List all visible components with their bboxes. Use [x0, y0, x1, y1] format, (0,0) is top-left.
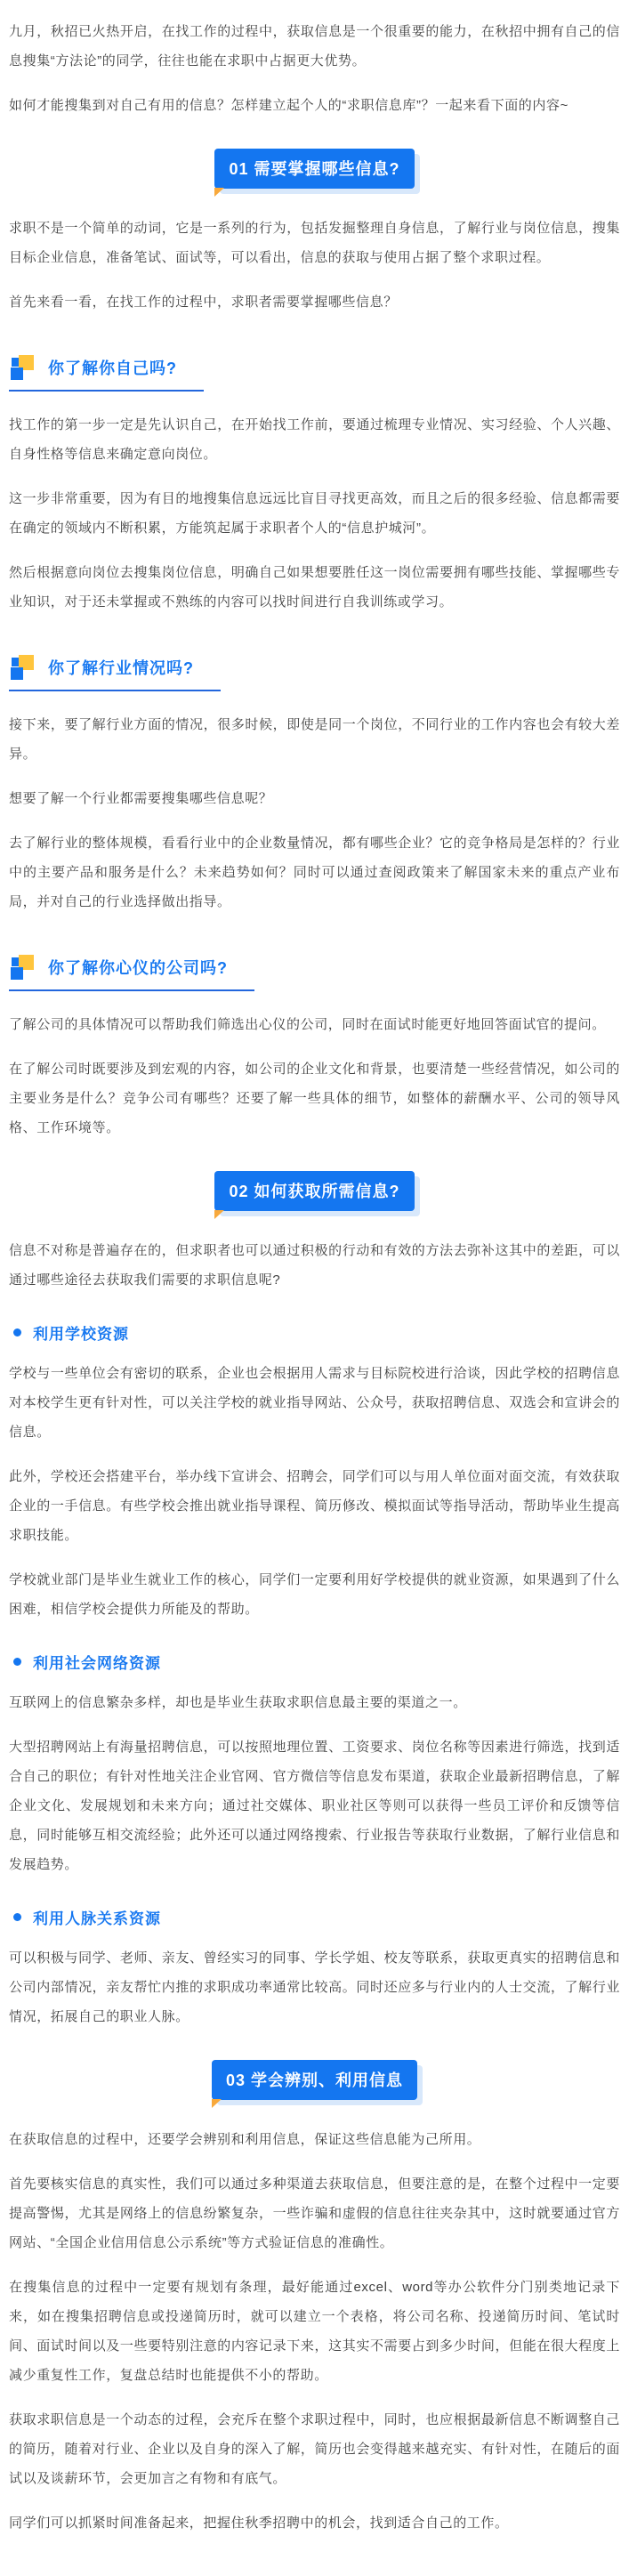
paragraph: 去了解行业的整体规模，看看行业中的企业数量情况，都有哪些企业？它的竞争格局是怎样的？行业中的主要产品和服务是什么？未来趋势如何？同时可以通过查阅政策来了解国家未来的重点产业布局，并对自己的行业选择做出指导。	[9, 836, 620, 909]
paragraph: 大型招聘网站上有海量招聘信息，可以按照地理位置、工资要求、岗位名称等因素进行筛选，找到适合自己的职位；有针对性地关注企业官网、官方微信等信息发布渠道，获取企业最新招聘信息，了解企业文化、发展规划和未来方向；通过社交媒体、职业社区等则可以获得一些员工评价和反馈等信息，同时能够互相交流经验；此外还可以通过网络搜索、行业报告等获取行业数据，了解行业信息和发展趋势。	[9, 1740, 620, 1872]
section-badge-label: 02 如何获取所需信息?	[229, 1183, 400, 1200]
overlapping-squares-icon	[11, 955, 35, 980]
paragraph: 同学们可以抓紧时间准备起来，把握住秋季招聘中的机会，找到适合自己的工作。	[9, 2515, 509, 2531]
paragraph: 学校就业部门是毕业生就业工作的核心，同学们一定要利用好学校提供的就业资源，如果遇到了什么困难，相信学校会提供力所能及的帮助。	[9, 1572, 620, 1617]
section-badge	[214, 149, 414, 189]
section-badge-label: 03 学会辨别、利用信息	[225, 2071, 404, 2089]
section-header-03	[9, 2060, 620, 2100]
bullet-title: 利用社会网络资源	[33, 1655, 161, 1672]
badge-corner-triangle-icon	[214, 188, 224, 197]
bullet-header-school-resources	[9, 1321, 620, 1344]
section-badge-label: 01 需要掌握哪些信息?	[229, 160, 400, 178]
bullet-header-personal-connections-resources	[9, 1906, 620, 1928]
section-header-01	[9, 149, 620, 189]
paragraph: 在搜集信息的过程中一定要有规划有条理，最好能通过excel、word等办公软件分门别类地记录下来，如在搜集招聘信息或投递简历时，就可以建立一个表格，将公司名称、投递简历时间、笔试时间、面试时间以及一些要特别注意的内容记录下来，这其实不需要占到多少时间，但能在很大程度上减少重复性工作，复盘总结时也能提供不小的帮助。	[9, 2280, 620, 2383]
paragraph: 了解公司的具体情况可以帮助我们筛选出心仪的公司，同时在面试时能更好地回答面试官的提问。	[9, 1017, 606, 1032]
subsection-header-know-company	[9, 953, 254, 991]
section-header-02	[9, 1171, 620, 1211]
paragraph: 信息不对称是普遍存在的，但求职者也可以通过积极的行动和有效的方法去弥补这其中的差距，可以通过哪些途径去获取我们需要的求职信息呢?	[9, 1243, 620, 1288]
overlapping-squares-icon	[11, 655, 35, 680]
section-badge	[214, 1171, 414, 1211]
paragraph: 找工作的第一步一定是先认识自己，在开始找工作前，要通过梳理专业情况、实习经验、个人兴趣、自身性格等信息来确定意向岗位。	[9, 417, 620, 462]
subsection-header-know-yourself	[9, 353, 204, 392]
paragraph: 此外，学校还会搭建平台，举办线下宣讲会、招聘会，同学们可以与用人单位面对面交流，有效获取企业的一手信息。有些学校会推出就业指导课程、简历修改、模拟面试等指导活动，帮助毕业生提高求职技能。	[9, 1469, 620, 1543]
paragraph: 互联网上的信息繁杂多样，却也是毕业生获取求职信息最主要的渠道之一。	[9, 1695, 467, 1710]
badge-corner-triangle-icon	[212, 2099, 222, 2108]
paragraph: 这一步非常重要，因为有目的地搜集信息远远比盲目寻找更高效，而且之后的很多经验、信息都需要在确定的领域内不断积累，方能筑起属于求职者个人的“信息护城河”。	[9, 491, 620, 536]
bullet-dot-icon	[13, 1328, 21, 1336]
paragraph: 学校与一些单位会有密切的联系，企业也会根据用人需求与目标院校进行洽谈，因此学校的招聘信息对本校学生更有针对性，可以关注学校的就业指导网站、公众号，获取招聘信息、双选会和宣讲会的信息。	[9, 1366, 620, 1440]
bullet-dot-icon	[13, 1658, 21, 1666]
paragraph: 首先来看一看，在找工作的过程中，求职者需要掌握哪些信息？	[9, 295, 398, 310]
paragraph: 在获取信息的过程中，还要学会辨别和利用信息，保证这些信息能为己所用。	[9, 2132, 481, 2147]
paragraph: 接下来，要了解行业方面的情况，很多时候，即使是同一个岗位，不同行业的工作内容也会有较大差异。	[9, 717, 620, 762]
paragraph: 可以积极与同学、老师、亲友、曾经实习的同事、学长学姐、校友等联系，获取更真实的招聘信息和公司内部情况，亲友帮忙内推的求职成功率通常比较高。同时还应多与行业内的人士交流，了解行业情况，拓展自己的职业人脉。	[9, 1950, 620, 2024]
paragraph: 在了解公司时既要涉及到宏观的内容，如公司的企业文化和背景，也要清楚一些经营情况，如公司的主要业务是什么？竞争公司有哪些？还要了解一些具体的细节，如整体的薪酬水平、公司的领导风格、工作环境等。	[9, 1062, 620, 1135]
overlapping-squares-icon	[11, 355, 35, 380]
bullet-dot-icon	[13, 1913, 21, 1921]
paragraph: 然后根据意向岗位去搜集岗位信息，明确自己如果想要胜任这一岗位需要拥有哪些技能、掌握哪些专业知识，对于还未掌握或不熟练的内容可以找时间进行自我训练或学习。	[9, 565, 620, 610]
bullet-title: 利用人脉关系资源	[33, 1910, 161, 1927]
paragraph: 想要了解一个行业都需要搜集哪些信息呢？	[9, 791, 273, 806]
bullet-header-social-network-resources	[9, 1651, 620, 1673]
badge-corner-triangle-icon	[214, 1210, 224, 1219]
intro-paragraph: 九月，秋招已火热开启，在找工作的过程中，获取信息是一个很重要的能力，在秋招中拥有自己的信息搜集“方法论”的同学，往往也能在求职中占据更大优势。	[9, 24, 620, 69]
subsection-title: 你了解行业情况吗?	[48, 659, 194, 677]
paragraph: 首先要核实信息的真实性，我们可以通过多种渠道去获取信息，但要注意的是，在整个过程中一定要提高警惕，尤其是网络上的信息纷繁复杂，一些诈骗和虚假的信息往往夹杂其中，这时就要通过官方网站、“全国企业信用信息公示系统”等方式验证信息的准确性。	[9, 2176, 620, 2250]
section-badge	[212, 2060, 417, 2100]
subsection-header-know-industry	[9, 653, 221, 691]
paragraph: 求职不是一个简单的动词，它是一系列的行为，包括发掘整理自身信息，了解行业与岗位信息，搜集目标企业信息，准备笔试、面试等，可以看出，信息的获取与使用占据了整个求职过程。	[9, 221, 620, 265]
subsection-title: 你了解你自己吗?	[48, 359, 177, 377]
intro-paragraph: 如何才能搜集到对自己有用的信息？怎样建立起个人的“求职信息库”？一起来看下面的内容~	[9, 98, 569, 113]
subsection-title: 你了解你心仪的公司吗?	[48, 959, 228, 977]
paragraph: 获取求职信息是一个动态的过程，会充斥在整个求职过程中，同时，也应根据最新信息不断调整自己的简历，随着对行业、企业以及自身的深入了解，简历也会变得越来越充实、有针对性，在随后的面试以及谈薪环节，会更加言之有物和有底气。	[9, 2412, 620, 2486]
bullet-title: 利用学校资源	[33, 1326, 129, 1343]
